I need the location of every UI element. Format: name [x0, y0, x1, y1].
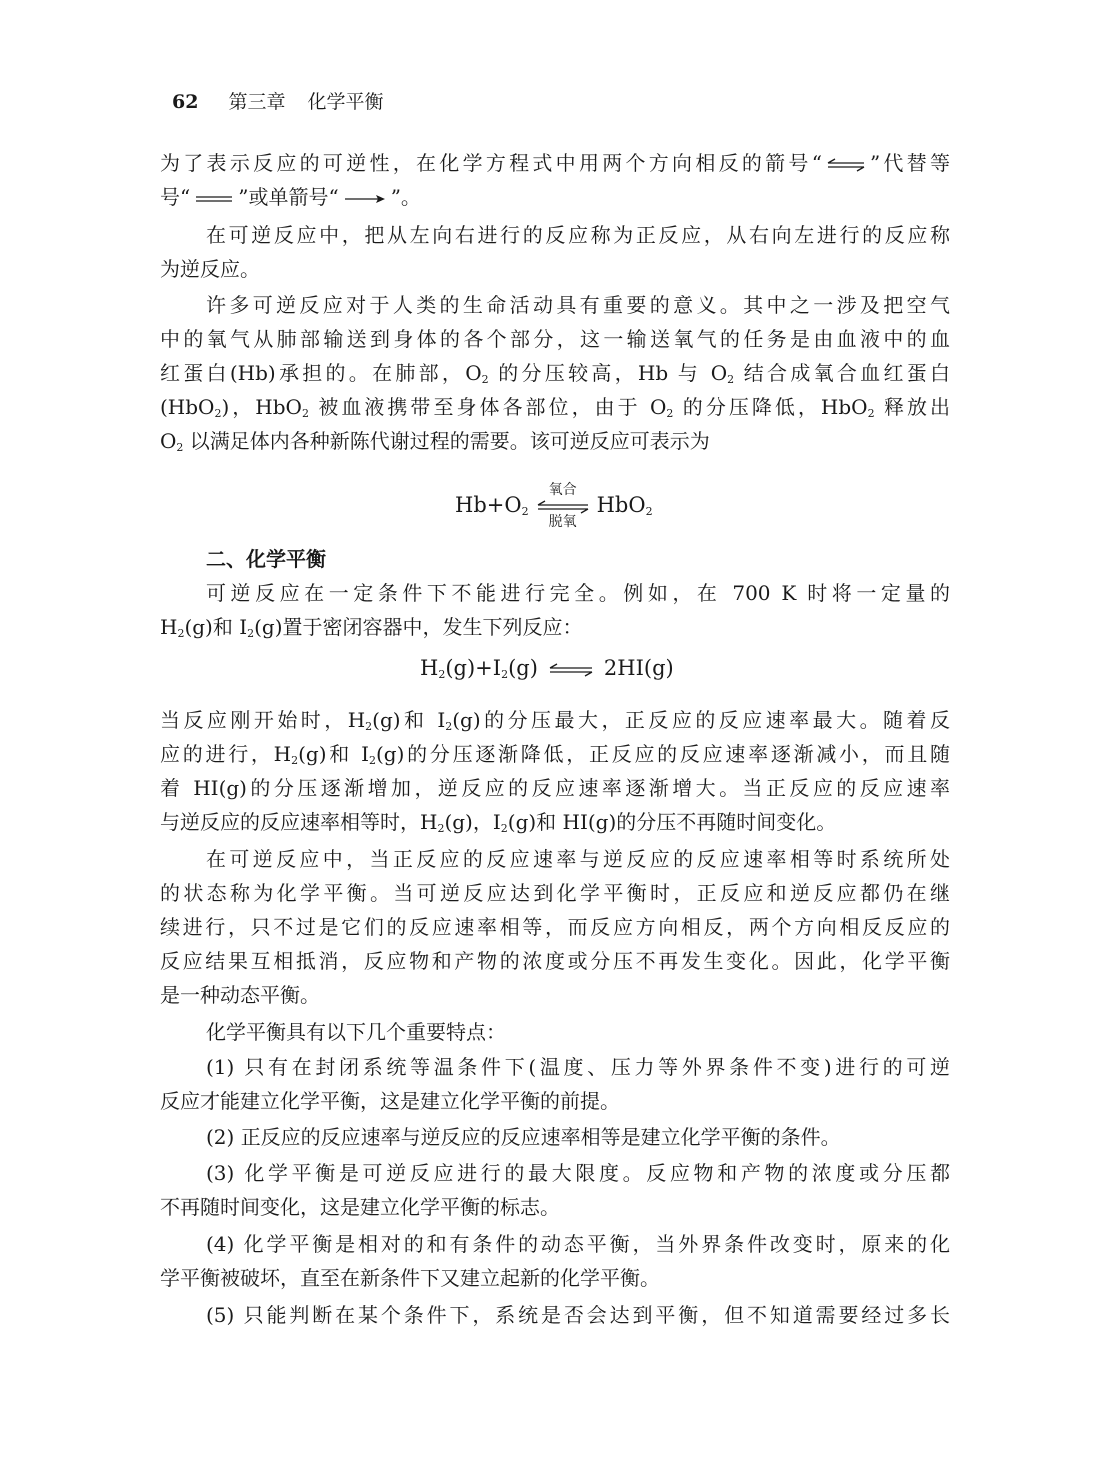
text-line: 与逆反应的反应速率相等时，$H_2(g)$，$I_2(g)$和 HI(g)的分压不再随时间变化。	[160, 810, 837, 835]
text-line: 化学平衡具有以下几个重要特点：	[206, 1020, 506, 1044]
reverse-condition: 脱氧	[548, 513, 577, 530]
text-line: (HbO$_2$)，HbO$_2$ 被血液携带至身体各部位，由于 $O_2$ 的分压降低，HbO$_2$ 释放出	[160, 395, 951, 420]
chapter-title: 化学平衡	[307, 91, 384, 113]
equals-sign-icon	[194, 192, 234, 206]
text-line: 当反应刚开始时，$H_2(g)$和 $I_2(g)$的分压最大，正反应的反应速率最大。随着反	[160, 708, 950, 733]
text-line: 应的进行，$H_2(g)$和 $I_2(g)$的分压逐渐降低，正反应的反应速率逐渐减小，而且随	[160, 742, 950, 767]
list-item: (4) 化学平衡是相对的和有条件的动态平衡，当外界条件改变时，原来的化	[206, 1232, 950, 1256]
text-line: 为逆反应。	[160, 257, 260, 281]
single-arrow-icon	[343, 192, 387, 206]
text-line: 反应才能建立化学平衡，这是建立化学平衡的前提。	[160, 1089, 620, 1113]
forward-condition: 氧合	[548, 481, 577, 498]
text-line: 学平衡被破坏，直至在新条件下又建立起新的化学平衡。	[160, 1266, 660, 1290]
text-line: 反应结果互相抵消，反应物和产物的浓度或分压不再发生变化。因此，化学平衡	[160, 949, 950, 973]
text-line: 许多可逆反应对于人类的生命活动具有重要的意义。其中之一涉及把空气	[206, 293, 950, 317]
text-line: $H_2(g)$和 $I_2(g)$置于密闭容器中，发生下列反应：	[160, 615, 583, 640]
text-line: $O_2$ 以满足体内各种新陈代谢过程的需要。该可逆反应可表示为	[160, 429, 710, 454]
list-item: (2) 正反应的反应速率与逆反应的反应速率相等是建立化学平衡的条件。	[206, 1125, 841, 1149]
text-line: 的状态称为化学平衡。当可逆反应达到化学平衡时，正反应和逆反应都仍在继	[160, 881, 950, 905]
reversible-arrow-icon	[826, 158, 866, 172]
text-line: 红蛋白(Hb)承担的。在肺部，$O_2$ 的分压较高，Hb 与 $O_2$ 结合成氧合血红蛋白	[160, 361, 951, 386]
reversible-arrow-icon	[537, 500, 589, 514]
text-line: 号“ ”或单箭号“ ”。	[160, 185, 421, 209]
equilibrium-arrow	[537, 481, 589, 530]
text-line: 是一种动态平衡。	[160, 983, 320, 1007]
section-heading: 二、化学平衡	[206, 547, 326, 571]
text-line: 在可逆反应中，把从左向右进行的反应称为正反应，从右向左进行的反应称	[206, 223, 950, 247]
hydrogen-iodide-equation: $H_2(g)+I_2(g)$ 2HI(g)	[420, 656, 674, 681]
text-line: 着 HI(g)的分压逐渐增加，逆反应的反应速率逐渐增大。当正反应的反应速率	[160, 776, 950, 800]
list-item: (1) 只有在封闭系统等温条件下(温度、压力等外界条件不变)进行的可逆	[206, 1055, 950, 1079]
running-header	[172, 88, 383, 116]
text-line: 在可逆反应中，当正反应的反应速率与逆反应的反应速率相等时系统所处	[206, 847, 950, 871]
text-line: 续进行，只不过是它们的反应速率相等，而反应方向相反，两个方向相反反应的	[160, 915, 950, 939]
text-line: 为了表示反应的可逆性，在化学方程式中用两个方向相反的箭号“ ”代替等	[160, 151, 950, 175]
list-item: (5) 只能判断在某个条件下，系统是否会达到平衡，但不知道需要经过多长	[206, 1303, 950, 1327]
list-item: (3) 化学平衡是可逆反应进行的最大限度。反应物和产物的浓度或分压都	[206, 1161, 950, 1185]
text-line: 中的氧气从肺部输送到身体的各个部分，这一输送氧气的任务是由血液中的血	[160, 327, 950, 351]
chapter-label: 第三章	[228, 91, 286, 113]
page-number: 62	[172, 91, 199, 113]
hemoglobin-equation: $Hb+O_2$ 氧合 脱氧 HbO$_2$	[455, 481, 653, 530]
reversible-arrow-icon	[548, 663, 594, 677]
text-line: 可逆反应在一定条件下不能进行完全。例如，在 700 K 时将一定量的	[206, 581, 950, 605]
text-line: 不再随时间变化，这是建立化学平衡的标志。	[160, 1195, 560, 1219]
